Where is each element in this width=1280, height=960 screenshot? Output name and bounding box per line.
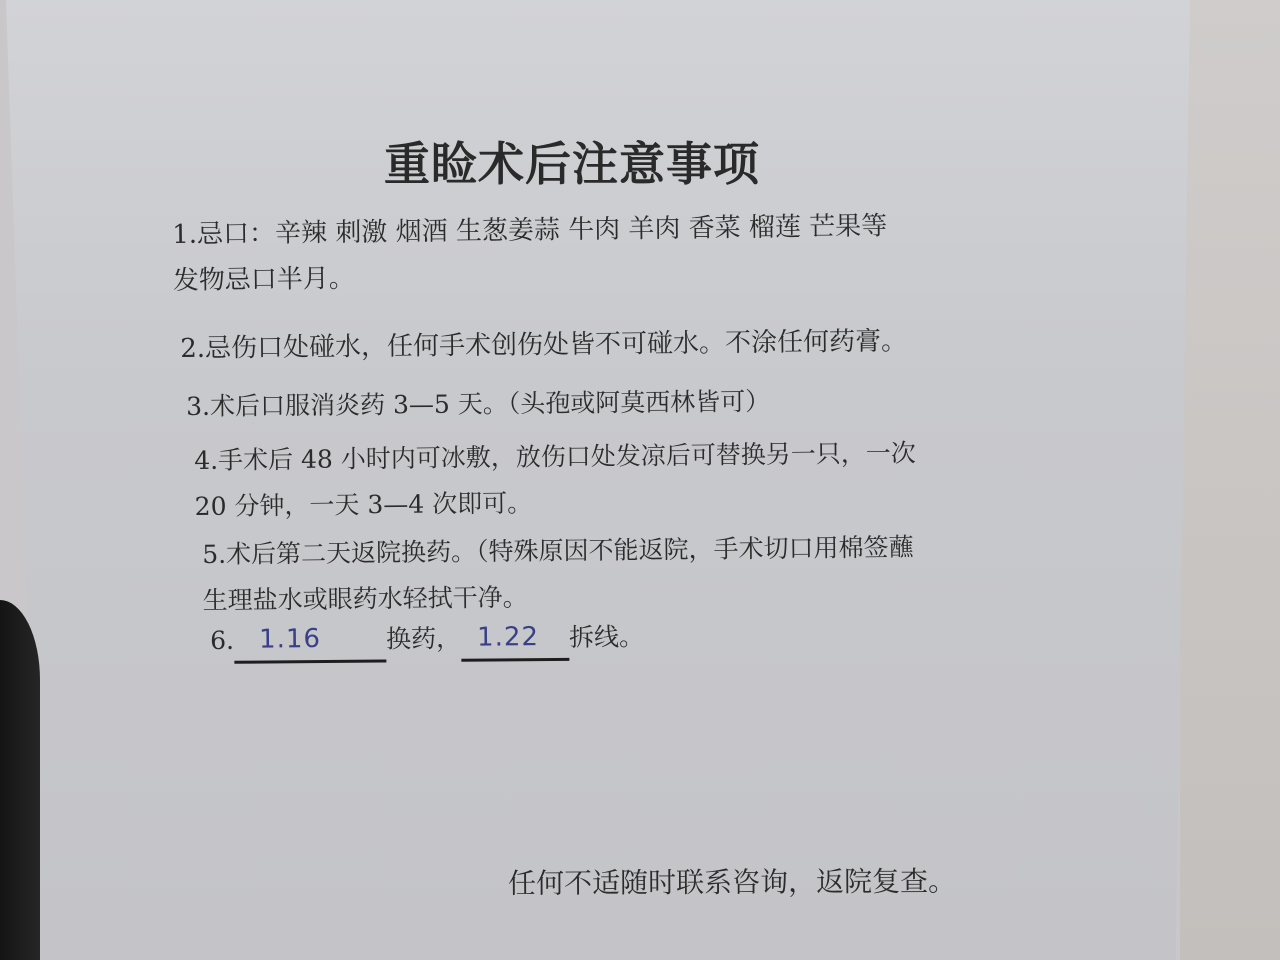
- list-item-4: [194, 430, 916, 530]
- list-item-3: [186, 379, 770, 430]
- list-item-1: [172, 203, 888, 304]
- list-item-1-line-2: 发物忌口半月。: [172, 263, 356, 296]
- list-item-5-line-2: 生理盐水或眼药水轻拭干净。: [202, 582, 528, 615]
- handwritten-date-dressing: 1.16: [258, 624, 322, 655]
- footer-note: 任何不适随时联系咨询，返院复查。: [508, 864, 957, 900]
- list-item-2: [180, 318, 907, 372]
- list-item-5-line-1: 5.术后第二天返院换药。（特殊原因不能返院，手术切口用棉签蘸: [202, 532, 914, 569]
- background-surface: [1180, 0, 1280, 960]
- suture-removal-label: 拆线。: [568, 622, 645, 652]
- dark-foreground-object: [0, 600, 40, 960]
- list-item-1-line-1: 1.忌口：辛辣 刺激 烟酒 生葱姜蒜 牛肉 羊肉 香菜 榴莲 芒果等: [172, 211, 888, 250]
- document-title: 重睑术后注意事项: [384, 137, 760, 191]
- suture-removal-date-blank: [461, 622, 569, 662]
- dressing-change-date-blank: [234, 624, 386, 663]
- handwritten-date-suture: 1.22: [476, 622, 540, 653]
- list-item-3-line-1: 3.术后口服消炎药 3—5 天。（头孢或阿莫西林皆可）: [186, 386, 771, 421]
- list-item-6-prefix: 6.: [210, 625, 235, 655]
- list-item-2-line-1: 2.忌伤口处碰水，任何手术创伤处皆不可碰水。不涂任何药膏。: [180, 326, 908, 364]
- dressing-change-label: 换药，: [385, 623, 462, 654]
- list-item-4-line-1: 4.手术后 48 小时内可冰敷，放伤口处发凉后可替换另一只，一次: [194, 438, 916, 475]
- list-item-5: [202, 525, 914, 624]
- list-item-6: [210, 614, 644, 664]
- list-item-4-line-2: 20 分钟，一天 3—4 次即可。: [194, 488, 533, 521]
